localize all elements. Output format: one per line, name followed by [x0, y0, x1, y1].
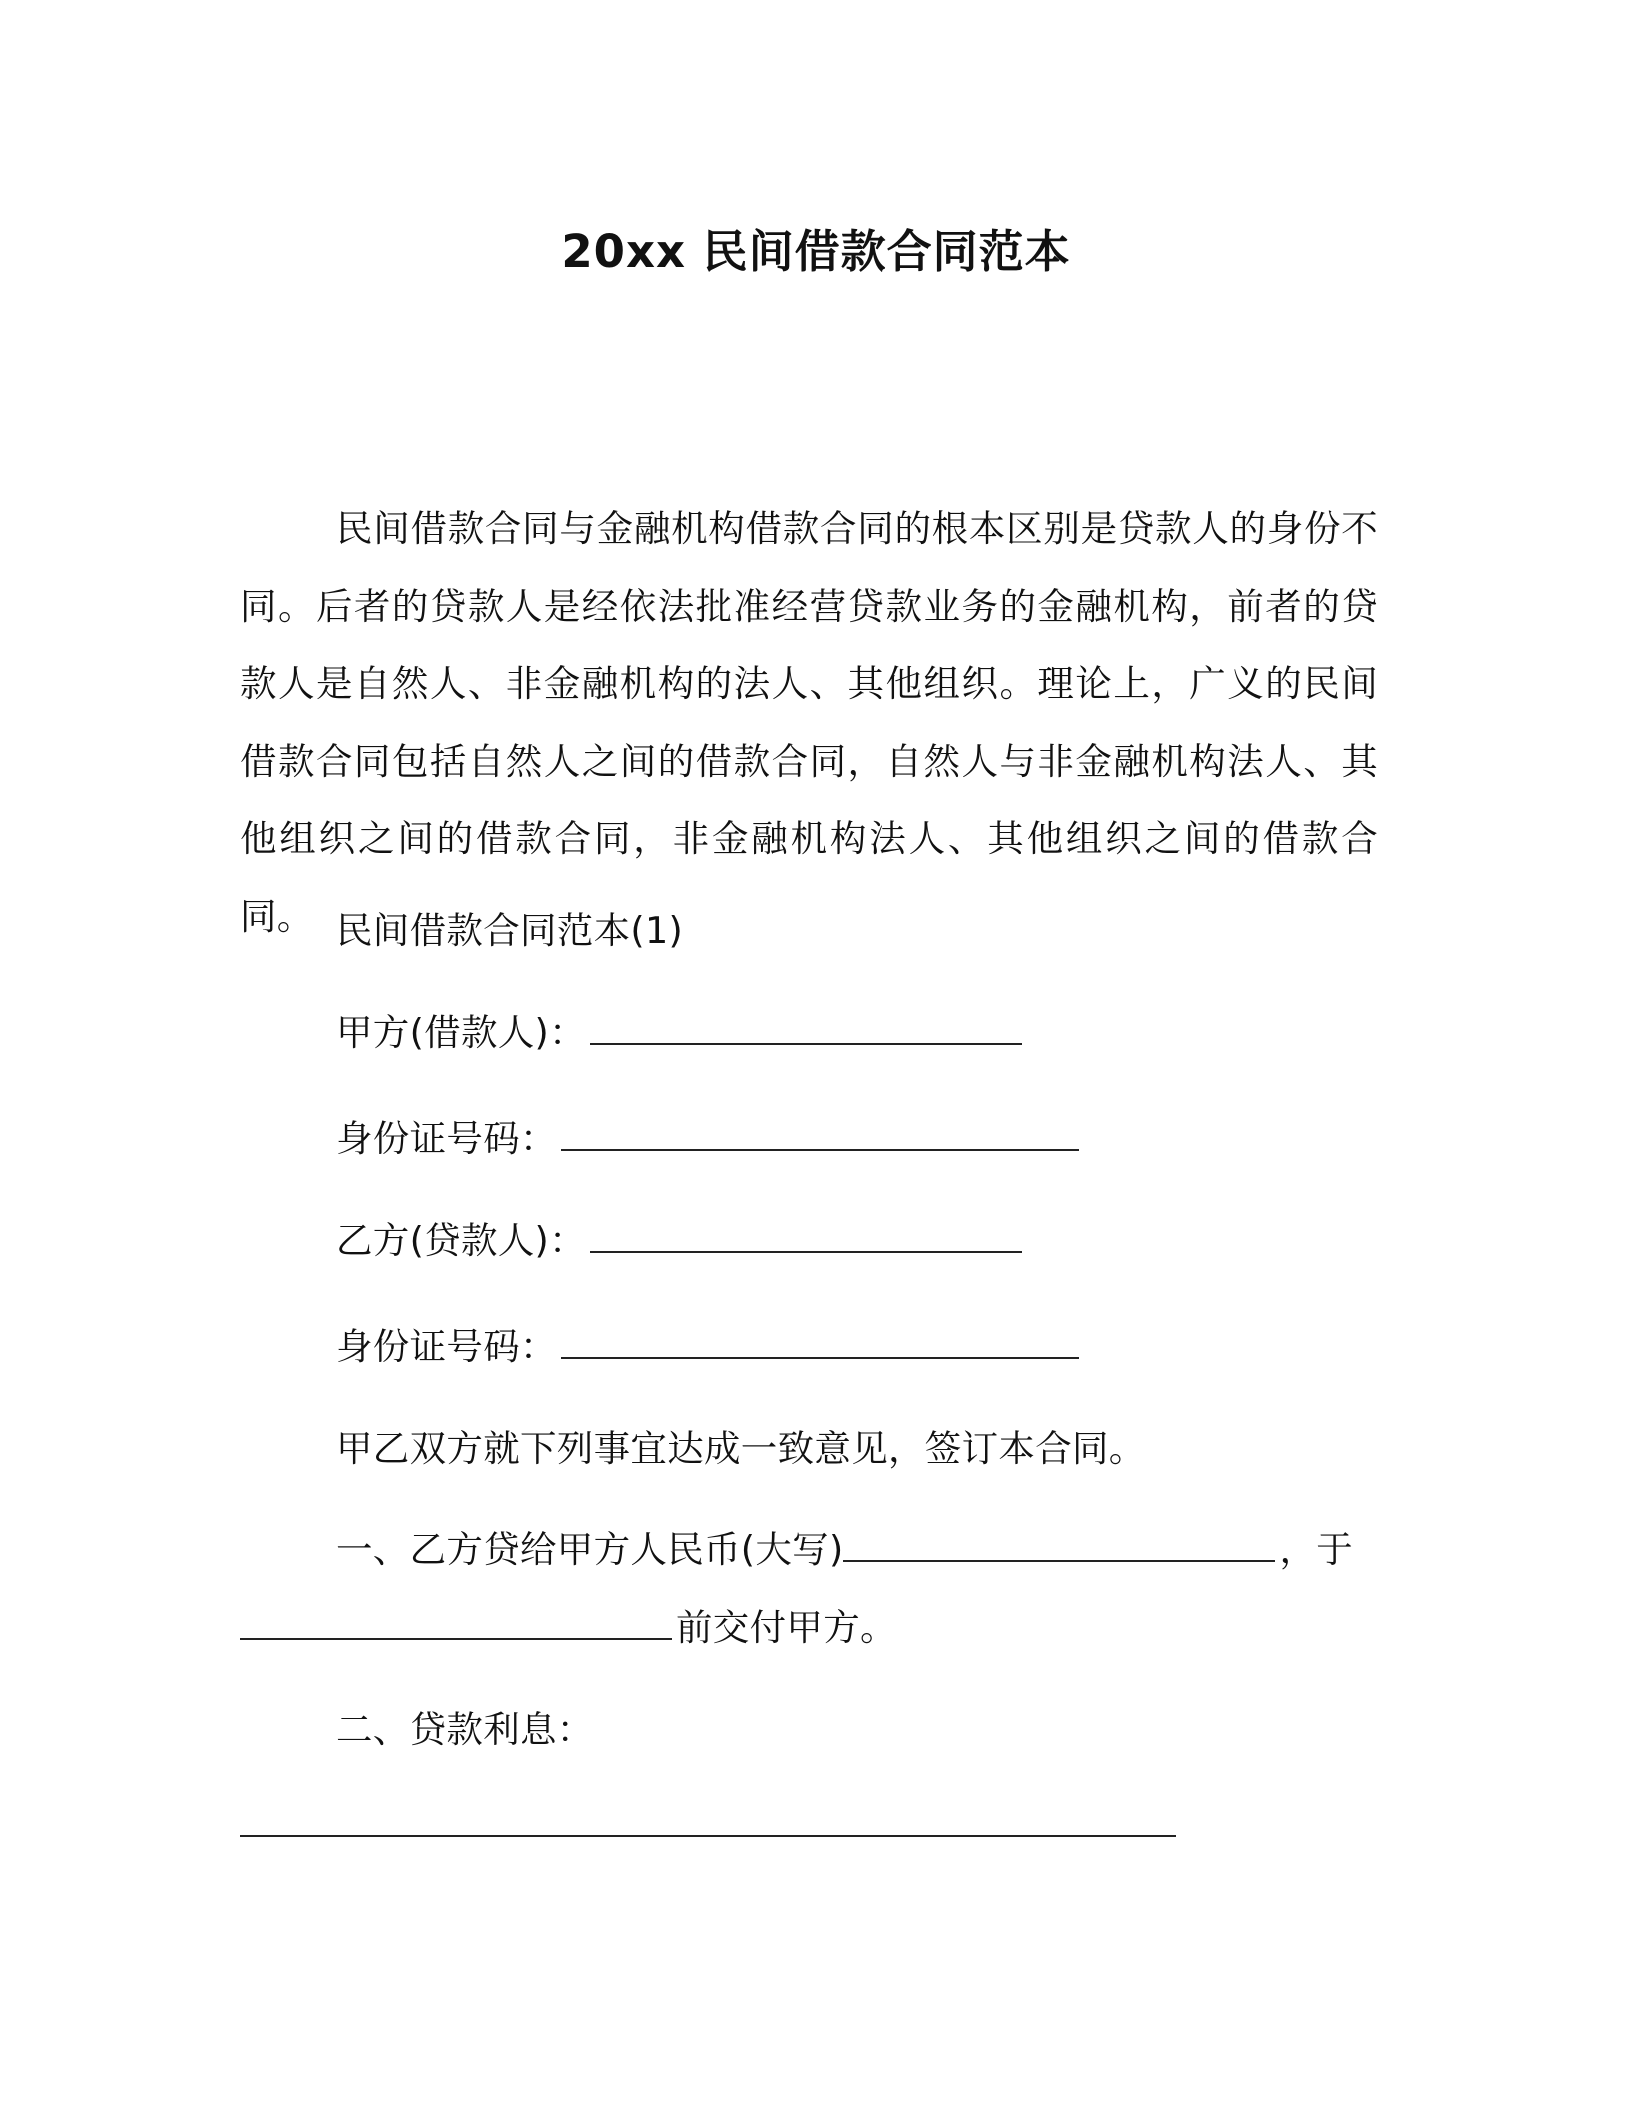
party-a-line: [336, 1008, 1026, 1058]
party-b-id-line: [336, 1322, 1083, 1372]
clause-2-label: 二、贷款利息：: [336, 1708, 594, 1751]
intro-paragraph: 民间借款合同与金融机构借款合同的根本区别是贷款人的身份不同。后者的贷款人是经依法批准经营贷款业务的金融机构，前者的贷款人是自然人、非金融机构的法人、其他组织。理论上，广义的民间借款合同包括自然人之间的借款合同，自然人与非金融机构法人、其他组织之间的借款合同，非金融机构法人、其他组织之间的借款合同。: [240, 507, 1378, 938]
clause-1-line-1: [336, 1525, 1353, 1575]
agreement-statement: 甲乙双方就下列事宜达成一致意见，签订本合同。: [336, 1427, 1146, 1470]
loan-amount-blank[interactable]: [843, 1530, 1275, 1562]
interest-blank[interactable]: [240, 1805, 1176, 1837]
party-b-label: 乙方(贷款人)：: [336, 1219, 586, 1262]
section-title: 民间借款合同范本(1): [336, 909, 684, 952]
party-a-id-label: 身份证号码：: [336, 1117, 557, 1160]
party-b-line: [336, 1216, 1026, 1266]
clause-1-prefix: 一、乙方贷给甲方人民币(大写): [336, 1528, 844, 1571]
clause-1-mid: ，于: [1279, 1528, 1354, 1571]
clause-2-line: [240, 1800, 1180, 1850]
party-a-id-line: [336, 1114, 1083, 1164]
party-b-id-label: 身份证号码：: [336, 1325, 557, 1368]
party-b-blank[interactable]: [590, 1221, 1022, 1253]
party-a-blank[interactable]: [590, 1013, 1022, 1045]
clause-1-line-2: [240, 1603, 897, 1653]
party-a-id-blank[interactable]: [561, 1119, 1079, 1151]
delivery-date-blank[interactable]: [240, 1608, 672, 1640]
clause-1-suffix: 前交付甲方。: [676, 1606, 897, 1649]
party-a-label: 甲方(借款人)：: [336, 1011, 586, 1054]
party-b-id-blank[interactable]: [561, 1327, 1079, 1359]
document-title: 20xx 民间借款合同范本: [561, 225, 1071, 278]
